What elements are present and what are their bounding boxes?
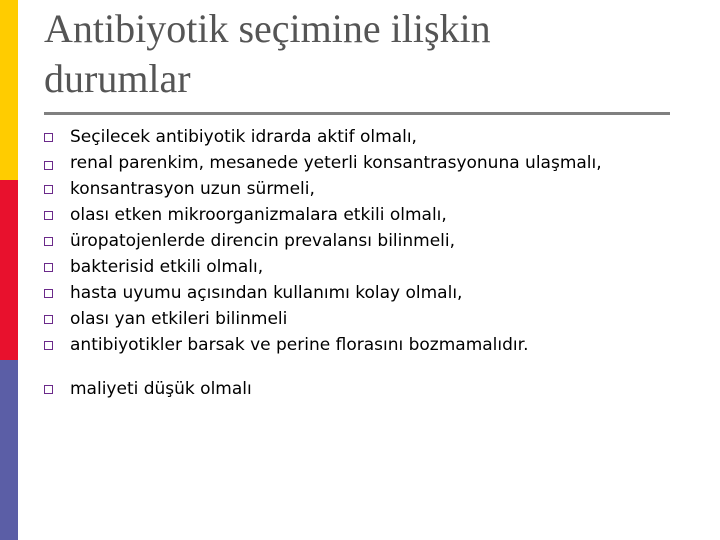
list-item [44, 254, 684, 280]
list-item [44, 124, 684, 150]
list-item-text: olası etken mikroorganizmalara etkili olmalı, [70, 205, 447, 225]
list-item-text: bakterisid etkili olmalı, [70, 257, 264, 277]
title-divider [44, 112, 670, 115]
hollow-square-bullet-icon [44, 263, 53, 272]
hollow-square-bullet-icon [44, 185, 53, 194]
hollow-square-bullet-icon [44, 237, 53, 246]
hollow-square-bullet-icon [44, 133, 53, 142]
list-item [44, 332, 684, 358]
list-item-text: konsantrasyon uzun sürmeli, [70, 179, 315, 199]
hollow-square-bullet-icon [44, 161, 53, 170]
hollow-square-bullet-icon [44, 341, 53, 350]
accent-bar-red [0, 180, 18, 360]
list-item-text: üropatojenlerde direncin prevalansı bilinmeli, [70, 231, 456, 251]
list-item [44, 202, 684, 228]
hollow-square-bullet-icon [44, 315, 53, 324]
hollow-square-bullet-icon [44, 289, 53, 298]
list-item-text: renal parenkim, mesanede yeterli konsantrasyonuna ulaşmalı, [70, 153, 602, 173]
list-item-text: hasta uyumu açısından kullanımı kolay olmalı, [70, 283, 463, 303]
list-item-text: olası yan etkileri bilinmeli [70, 309, 288, 329]
bullet-list [44, 124, 684, 402]
list-item-text: Seçilecek antibiyotik idrarda aktif olmalı, [70, 127, 417, 147]
slide-title: Antibiyotik seçimine ilişkin durumlar [44, 6, 491, 101]
list-item [44, 176, 684, 202]
list-item [44, 280, 684, 306]
list-item-text: antibiyotikler barsak ve perine florasını bozmamalıdır. [70, 335, 529, 355]
list-item [44, 228, 684, 254]
list-item-text: maliyeti düşük olmalı [70, 379, 252, 399]
list-item [44, 376, 684, 402]
hollow-square-bullet-icon [44, 385, 53, 394]
list-item [44, 150, 684, 176]
accent-bar-purple [0, 360, 18, 540]
hollow-square-bullet-icon [44, 211, 53, 220]
list-item [44, 306, 684, 332]
accent-bar-yellow [0, 0, 18, 180]
